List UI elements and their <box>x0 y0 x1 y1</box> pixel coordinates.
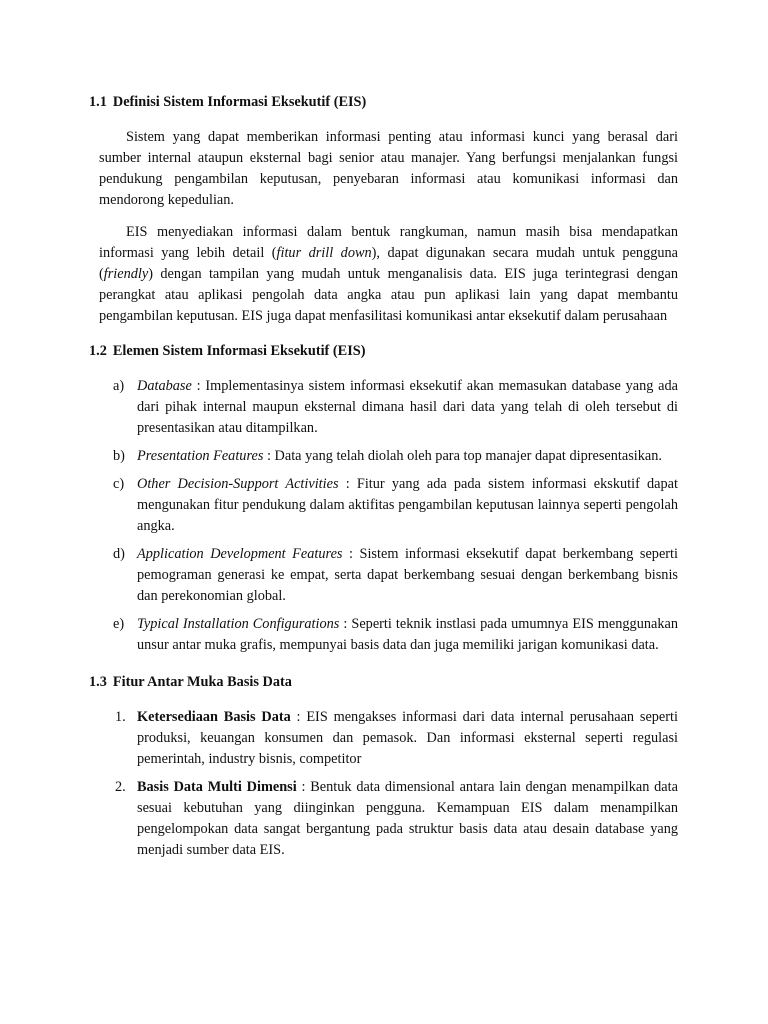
paragraph <box>99 127 678 211</box>
section-heading-1-1 <box>89 92 678 113</box>
list-marker: b) <box>113 448 125 464</box>
section-heading-1-2 <box>89 341 678 362</box>
list-marker: d) <box>113 546 125 562</box>
list-text: : Implementasinya sistem informasi eksekutif akan memasukan database yang ada dari pihak internal maupun eksternal dimana hasil dari data yang telah di oleh tersebut di presentasikan atau ditampilkan. <box>137 378 678 436</box>
feature-list <box>99 707 678 861</box>
list-marker: e) <box>113 616 125 632</box>
paragraph <box>99 222 678 327</box>
section-title: Elemen Sistem Informasi Eksekutif (EIS) <box>112 343 366 359</box>
list-marker: 1. <box>115 709 126 725</box>
section-title: Definisi Sistem Informasi Eksekutif (EIS) <box>112 94 367 110</box>
list-item <box>99 446 678 467</box>
text-run: EIS menyediakan informasi dalam bentuk rangkuman, namun masih bisa mendapatkan informasi yang lebih detail ( <box>99 224 678 261</box>
text-run: ), dapat digunakan secara mudah untuk pengguna ( <box>99 245 679 282</box>
list-item <box>99 474 678 537</box>
list-marker: c) <box>113 476 125 492</box>
list-text: : Data yang telah diolah oleh para top manajer dapat dipresentasikan. <box>263 448 662 464</box>
list-text: : EIS mengakses informasi dari data internal perusahaan seperti produksi, keuangan konsumen dan pemasok. Dan informasi eksternal seperti regulasi pemerintah, industry bisnis, competitor <box>137 709 678 767</box>
list-marker: a) <box>113 378 125 394</box>
italic-term: friendly <box>103 266 149 282</box>
list-text: : Fitur yang ada pada sistem informasi ekskutif dapat mengunakan fitur pendukung dalam aktifitas pengambilan keputusan lainnya seperti pengolah angka. <box>137 476 678 534</box>
list-term: Typical Installation Configurations <box>137 616 340 632</box>
list-text: : Seperti teknik instlasi pada umumnya EIS menggunakan unsur antar muka grafis, mempunyai basis data dan juga memiliki jarigan komunikasi data. <box>137 616 678 653</box>
list-term: Basis Data Multi Dimensi <box>137 779 297 795</box>
section-heading-1-3 <box>89 672 678 693</box>
list-item <box>99 376 678 439</box>
text-run: Sistem yang dapat memberikan informasi penting atau informasi kunci yang berasal dari sumber internal ataupun eksternal bagi senior atau manajer. Yang berfungsi menjalankan fungsi pendukung pengambilan keputusan, penyebaran informasi atau komunikasi informasi dan mendorong kepedulian. <box>99 129 678 208</box>
section-number: 1.3 <box>89 674 107 690</box>
list-term: Database <box>137 378 192 394</box>
list-item <box>99 544 678 607</box>
section-number: 1.1 <box>89 94 107 110</box>
text-run: ) dengan tampilan yang mudah untuk menganalisis data. EIS juga terintegrasi dengan perangkat atau aplikasi pengolah data angka atau pun aplikasi lain yang dapat membantu pengambilan keputusan. EIS juga dapat menfasilitasi komunikasi antar eksekutif dalam perusahaan <box>99 266 678 324</box>
list-text: : Sistem informasi eksekutif dapat berkembang seperti pemograman generasi ke empat, serta dapat berkembang sesuai dengan berkembang bisnis dan perekonomian global. <box>137 546 678 604</box>
section-title: Fitur Antar Muka Basis Data <box>112 674 292 690</box>
list-item <box>99 707 678 770</box>
list-item <box>99 614 678 656</box>
element-list <box>99 376 678 656</box>
list-term: Presentation Features <box>137 448 264 464</box>
list-term: Ketersediaan Basis Data <box>137 709 291 725</box>
italic-term: fitur drill down <box>276 245 372 261</box>
list-item <box>99 777 678 861</box>
section-number: 1.2 <box>89 343 107 359</box>
list-term: Other Decision-Support Activities <box>137 476 339 492</box>
list-text: : Bentuk data dimensional antara lain dengan menampilkan data sesuai kebutuhan yang diinginkan pengguna. Kemampuan EIS dalam menampilkan pengelompokan data sangat bergantung pada struktur basis data atau desain database yang menjadi sumber data EIS. <box>137 779 678 858</box>
list-term: Application Development Features <box>137 546 343 562</box>
list-marker: 2. <box>115 779 126 795</box>
